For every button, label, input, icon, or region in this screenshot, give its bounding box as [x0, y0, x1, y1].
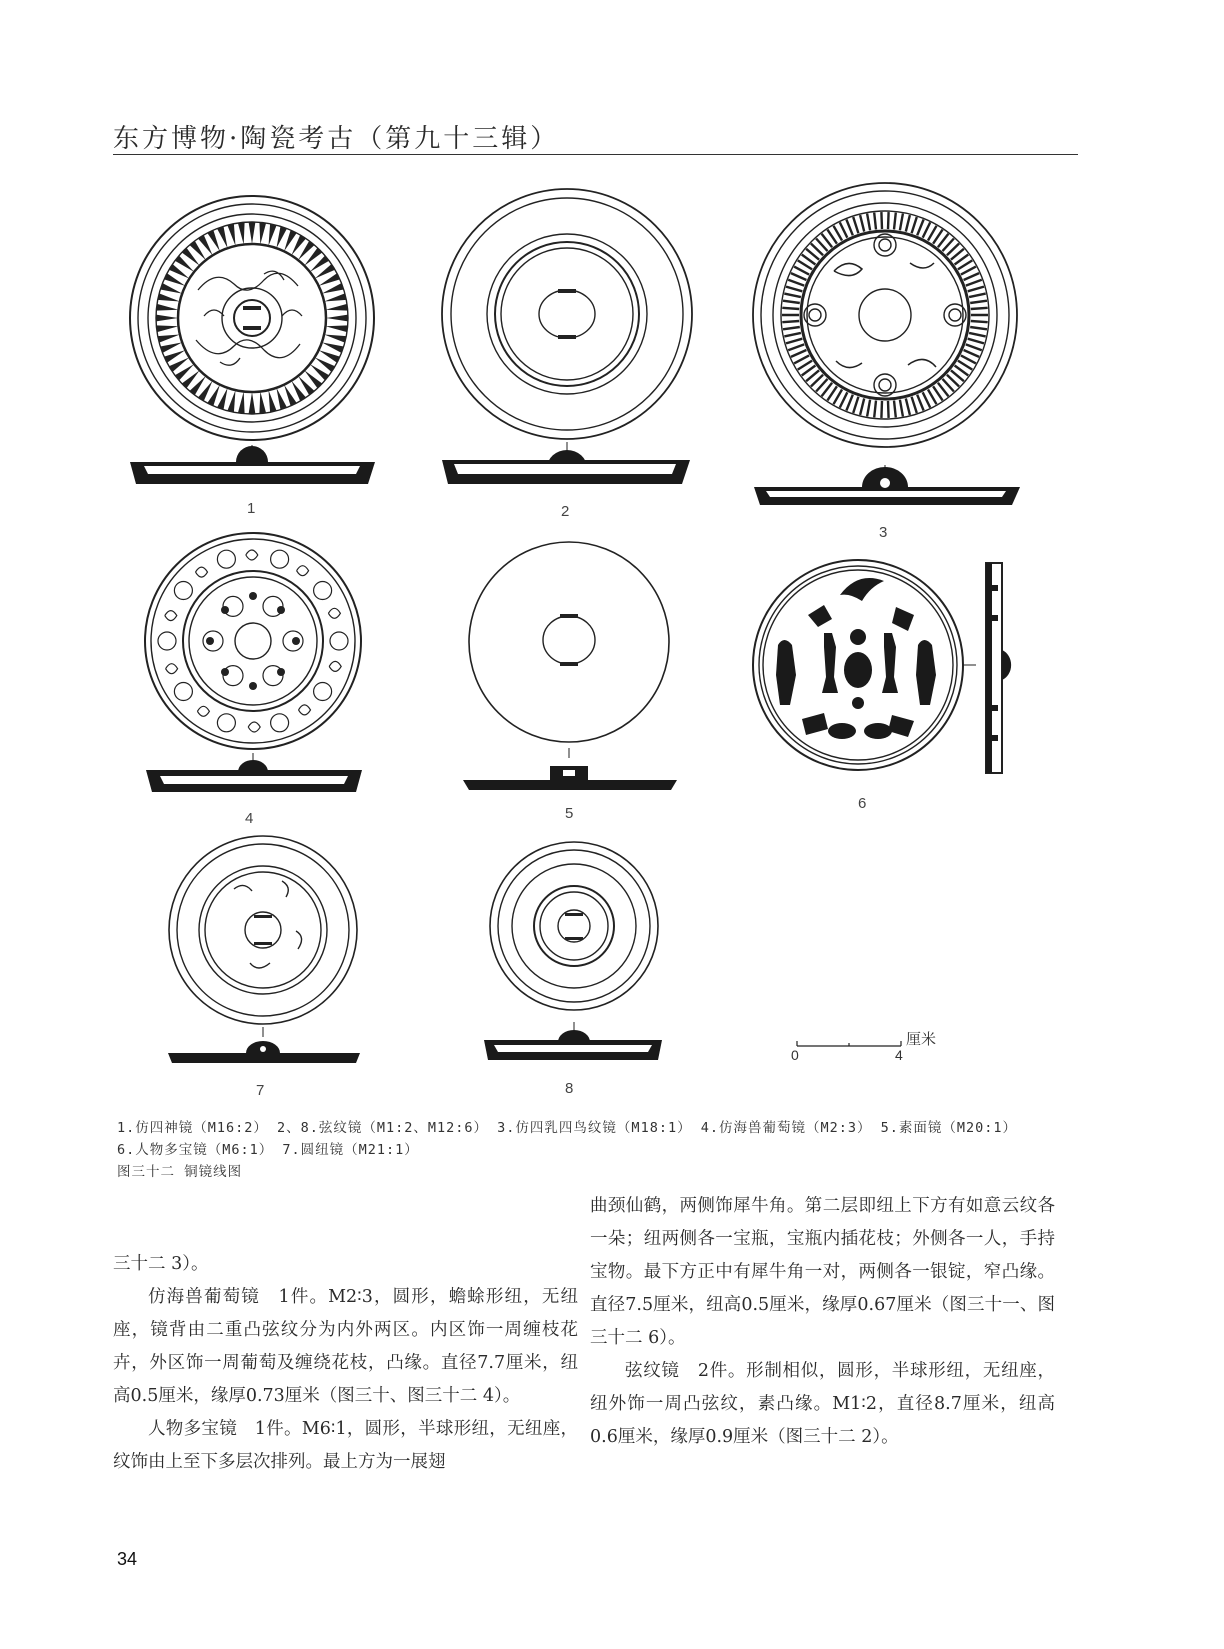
mirror-figure-3: [750, 175, 1025, 520]
left-column: [113, 1248, 578, 1479]
figure-caption-line-1: 1.仿四神镜（M16:2） 2、8.弦纹镜（M1:2、M12:6） 3.仿四乳四鸟纹镜（M18:1） 4.仿海兽葡萄镜（M2:3） 5.素面镜（M20:1）: [117, 1120, 1017, 1136]
figure-label-8: 8: [565, 1080, 574, 1097]
paragraph: 仿海兽葡萄镜 1件。M2∶3，圆形，蟾蜍形纽，无纽座，镜背由二重凸弦纹分为内外两区。内区饰一周缠枝花卉，外区饰一周葡萄及缠绕花枝，凸缘。直径7.7厘米，纽高0.5厘米，缘厚0.73厘米（图三十、图三十二 4）。: [113, 1287, 578, 1406]
mirror-figure-8: [478, 840, 673, 1070]
figure-label-2: 2: [561, 503, 570, 520]
mirror-figure-7: [160, 835, 375, 1075]
scale-unit: 厘米: [906, 1030, 937, 1048]
paragraph: 三十二 3）。: [113, 1254, 209, 1274]
mirror-figure-5: [455, 540, 690, 810]
paragraph: 弦纹镜 2件。形制相似，圆形，半球形纽，无纽座，纽外饰一周凸弦纹，素凸缘。M1∶2，直径8.7厘米，纽高0.6厘米，缘厚0.9厘米（图三十二 2）。: [590, 1361, 1055, 1447]
right-column: [590, 1190, 1055, 1454]
scale-tick-max: 4: [895, 1047, 903, 1063]
paragraph: 人物多宝镜 1件。M6∶1，圆形，半球形纽，无纽座，纹饰由上至下多层次排列。最上方为一展翅: [113, 1419, 578, 1472]
running-header: 东方博物·陶瓷考古（第九十三辑）: [113, 124, 560, 154]
figure-label-7: 7: [256, 1082, 265, 1099]
mirror-figure-6: [748, 555, 1018, 795]
header-rule: [113, 154, 1078, 155]
figure-label-1: 1: [247, 500, 256, 517]
mirror-figure-2: [432, 190, 697, 500]
figure-caption-line-2: 6.人物多宝镜（M6:1） 7.圆纽镜（M21:1）: [117, 1142, 419, 1158]
scale-tick-min: 0: [791, 1047, 799, 1063]
mirror-figure-4: [140, 528, 370, 810]
mirror-figure-1: [120, 190, 385, 500]
figure-label-5: 5: [565, 805, 574, 822]
paragraph: 曲颈仙鹤，两侧饰犀牛角。第二层即纽上下方有如意云纹各一朵；纽两侧各一宝瓶，宝瓶内插花枝；外侧各一人，手持宝物。最下方正中有犀牛角一对，两侧各一银锭，窄凸缘。直径7.5厘米，纽高0.5厘米，缘厚0.67厘米（图三十一、图三十二 6）。: [590, 1196, 1055, 1348]
figure-label-6: 6: [858, 795, 867, 812]
scale-bar: [795, 1038, 907, 1052]
page-number: 34: [117, 1549, 138, 1569]
figure-label-4: 4: [245, 810, 254, 827]
figure-label-3: 3: [879, 524, 888, 541]
figure-caption-title: 图三十二 铜镜线图: [117, 1164, 243, 1180]
